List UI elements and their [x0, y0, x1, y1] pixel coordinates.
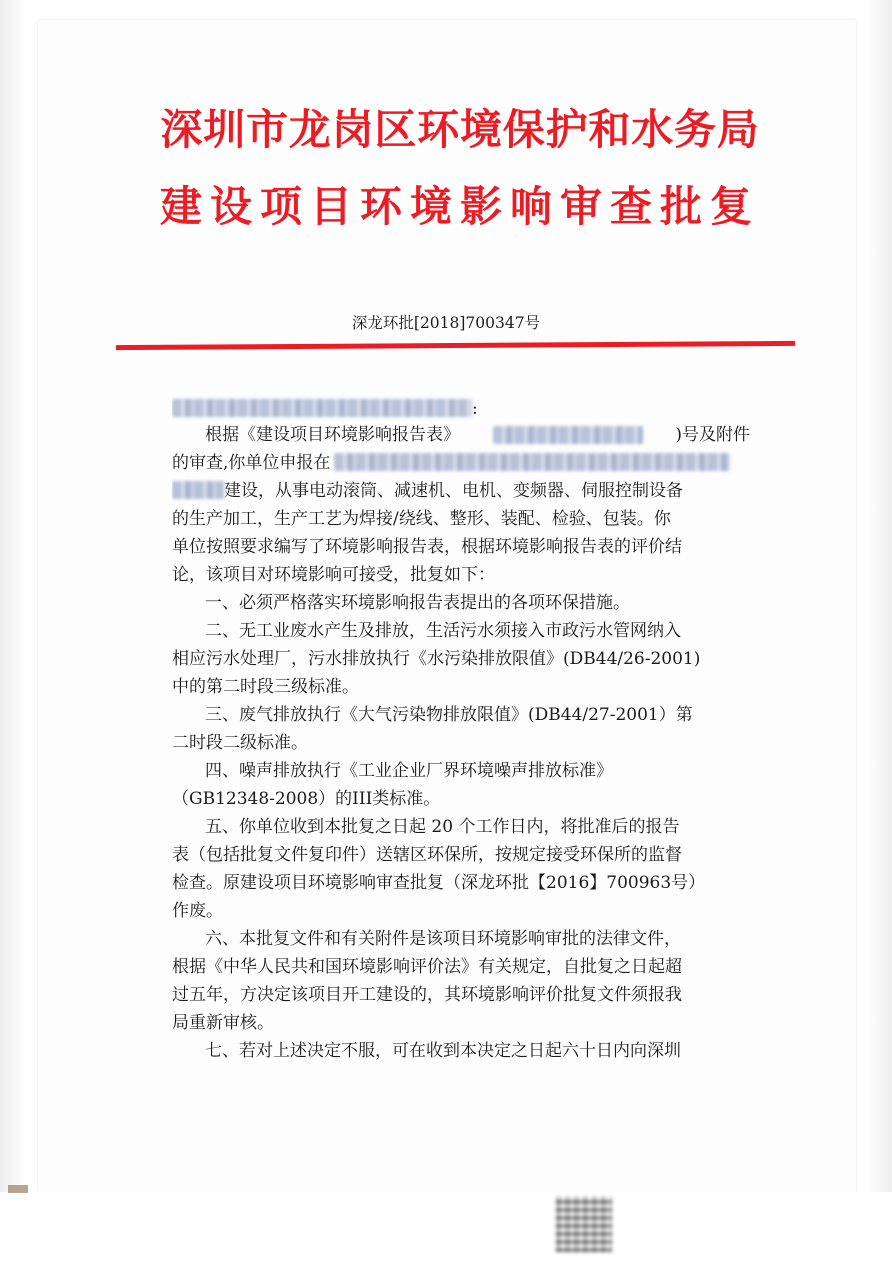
item5-line4: 作废。	[172, 901, 223, 921]
scan-corner-mark	[8, 1185, 28, 1193]
item2-line2: 相应污水处理厂，污水排放执行《水污染排放限值》(DB44/26-2001)	[172, 649, 701, 669]
p1-line3	[172, 477, 750, 505]
item3-line2: 二时段二级标准。	[172, 733, 308, 753]
item1-line1: 一、必须严格落实环境影响报告表提出的各项环保措施。	[205, 593, 630, 613]
redacted-address-continued	[172, 481, 224, 499]
p1-line2	[172, 449, 750, 477]
addressee-line	[172, 395, 750, 423]
p1-line4: 的生产加工，生产工艺为焊接/绕线、整形、装配、检验、包装。你	[172, 509, 671, 529]
item3-line1: 三、废气排放执行《大气污染物排放限值》(DB44/27-2001）第	[205, 705, 693, 725]
document-title: 建设项目环境影响审查批复	[159, 182, 760, 231]
item4-line1: 四、噪声排放执行《工业企业厂界环境噪声排放标准》	[205, 761, 613, 781]
item2-line1: 二、无工业废水产生及排放，生活污水须接入市政污水管网纳入	[205, 621, 681, 641]
item7-line1: 七、若对上述决定不服，可在收到本决定之日起六十日内向深圳	[205, 1041, 681, 1061]
redacted-qr-code	[556, 1196, 612, 1252]
page-footer-margin	[0, 1192, 892, 1263]
item5-line1: 五、你单位收到本批复之日起 20 个工作日内，将批准后的报告	[205, 817, 680, 837]
item6-line1: 六、本批复文件和有关附件是该项目环境影响审批的法律文件，	[205, 929, 681, 949]
addressee-colon: :	[472, 399, 478, 419]
p1-line6: 论，该项目对环境影响可接受，批复如下：	[172, 565, 495, 585]
item6-line3: 过五年，方决定该项目开工建设的，其环境影响评价批复文件须报我	[172, 985, 682, 1005]
item5-line3: 检查。原建设项目环境影响审查批复（深龙环批【2016】700963号）	[172, 873, 706, 893]
item6-line4: 局重新审核。	[172, 1013, 274, 1033]
item2-line3: 中的第二时段三级标准。	[172, 677, 359, 697]
redacted-project-address	[334, 453, 730, 471]
item5-line2: 表（包括批复文件复印件）送辖区环保所，按规定接受环保所的监督	[172, 845, 682, 865]
p1-l1-text-a: 根据《建设项目环境影响报告表》	[205, 425, 460, 445]
p1-l1-text-b: )号及附件	[675, 425, 750, 445]
item6-line2: 根据《中华人民共和国环境影响评价法》有关规定，自批复之日起超	[172, 957, 682, 977]
redacted-report-number	[493, 426, 643, 444]
p1-l3-text: 建设，从事电动滚筒、减速机、电机、变频器、伺服控制设备	[224, 481, 683, 501]
p1-line1	[205, 421, 750, 449]
p1-l2-text: 的审查,你单位申报在	[172, 453, 331, 473]
p1-line5: 单位按照要求编写了环境影响报告表，根据环境影响报告表的评价结	[172, 537, 682, 557]
scan-shadow-left	[0, 0, 26, 1263]
scan-shadow-right	[866, 0, 892, 1263]
item4-line2: （GB12348-2008）的III类标准。	[172, 789, 441, 809]
document-number: 深龙环批[2018]700347号	[351, 314, 541, 332]
agency-title: 深圳市龙岗区环境保护和水务局	[160, 105, 760, 154]
redacted-company-name	[172, 399, 472, 417]
